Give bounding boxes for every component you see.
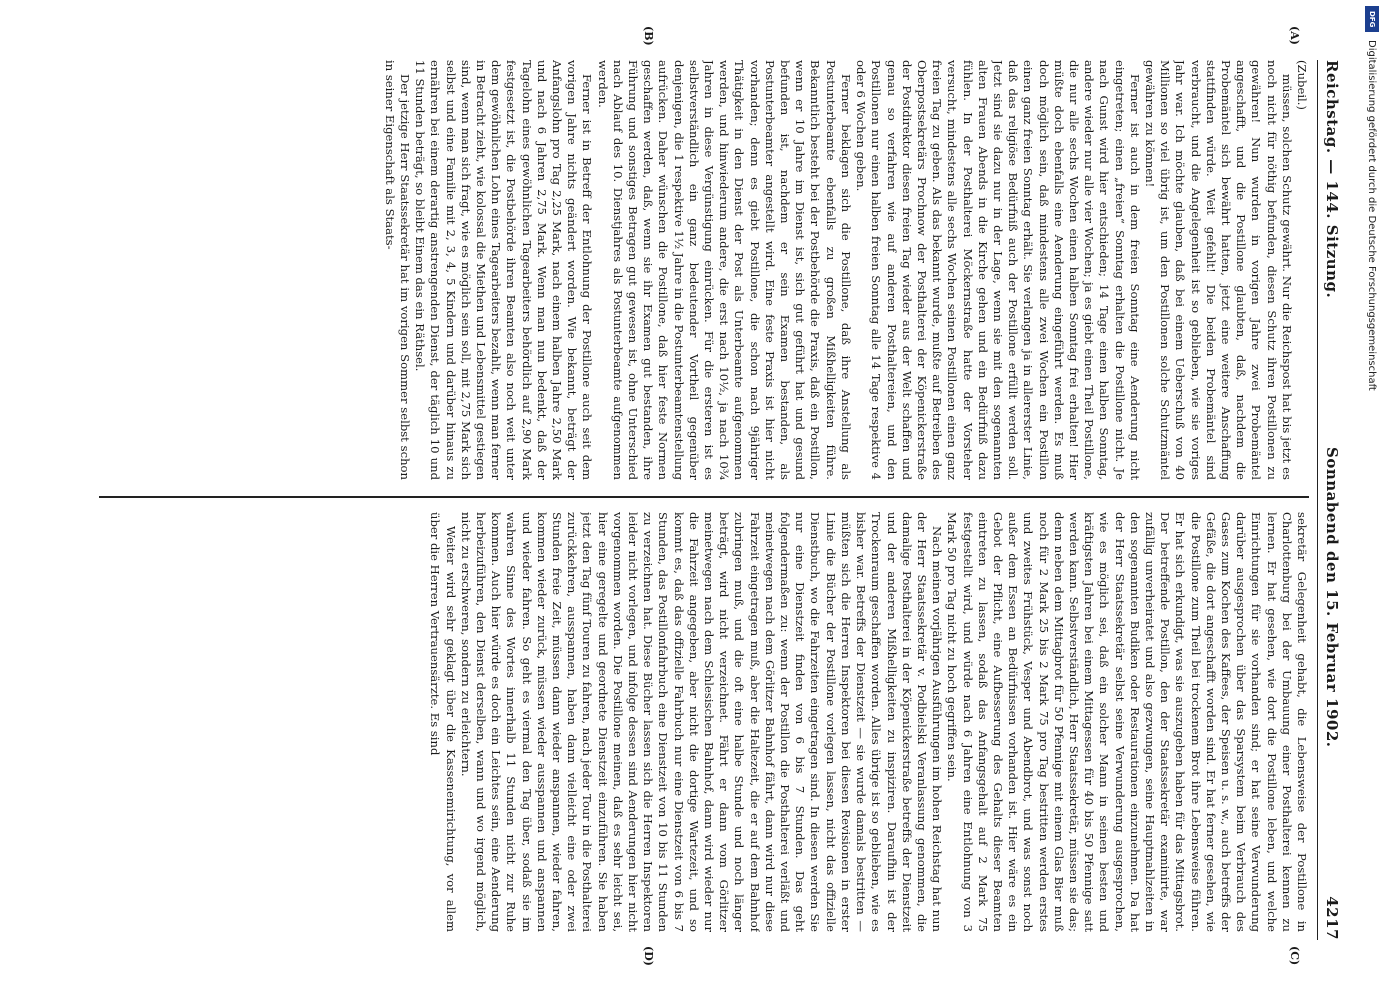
margin-mark-d: (D) (642, 946, 655, 966)
margin-mark-a: (A) (1288, 26, 1301, 45)
left-column (109, 60, 1309, 480)
header-date: Sonnabend den 15. Februar 1902. (1323, 447, 1341, 748)
paragraph: müssen, solchen Schutz gewährt. Nur die Reichspost hat bis jetzt es noch nicht für nöthig befunden, diesen Schutz ihren Postillonen zu gewähren! Nun wurden in vorigen Jahre zwei Probemäntel angeschafft, und die Postillone glaubten, daß, nachdem die Probemäntel sich bewährt hatten, jetzt eine weitere Anschaffung stattfinden würde. Weit gefehlt! Die beiden Probemäntel sind verbraucht, und die Angelegenheit ist so geblieben, wie sie voriges Jahr war. Ich möchte glauben, daß bei einem Ueberschuß von 40 Millionen so viel übrig ist, um den Postillonen solche Schutzmäntel gewähren zu können! (1142, 60, 1294, 480)
paragraph: Ferner ist auch in dem freien Sonntag eine Aenderung nicht eingetreten; einen „freien“ Sonntag erhalten die Postillone nicht. Je nach Gunst wird hier entschieden; 14 Tage einen halben Sonntag, andere wieder nur alle vier Wochen; ja es giebt einen Theil Postillone, die nur alle sechs Wochen einen halben Sonntag frei erhalten! Hier müßte doch ebenfalls eine Aenderung eingeführt werden. Es muß doch möglich sein, daß mindestens alle zwei Wochen ein Postillon einen ganz freien Sonntag erhält. Sie verlangen ja in allererster Linie, daß das religiöse Bedürfniß auch der Postillone erfüllt werden soll. Jetzt sind sie dazu nur in der Lage, wenn sie mit den sogenannten alten Frauen Abends in die Kirche gehen und ein Bedürfniß dazu fühlen. In der Posthalterei Möckernstraße hatte der Vorsteher versucht, mindestens alle sechs Wochen seinen Postillonen einen ganz freien Tag zu geben. Als das bekannt wurde, mußte auf Betreiben des Oberpostsekretärs Prochnow der Posthalterei der Köpenickerstraße der Postdirektor diesen freien Tag wieder aus der Welt schaffen und genau so verfahren wie auf anderen Posthaltereien, und den Postillonen nur einen halben freien Sonntag alle 14 Tage respektive 4 oder 6 Wochen geben. (854, 60, 1142, 480)
margin-mark-c: (C) (1288, 946, 1301, 966)
margin-mark-b: (B) (642, 26, 655, 46)
column-divider (99, 496, 1309, 498)
dfg-logo: DFG (1365, 6, 1379, 32)
page-header (1319, 60, 1345, 940)
paragraph: Nach meinen vorjährigen Ausführungen im hohen Reichstag hat nun der Herr Staatssekretär v. Podbielski Veranlassung genommen, die damalige Posthalterei in der Köpenickerstraße betreffs der Dienstzeit und der anderen Mißhelligkeiten zu inspiziren. Daraufhin ist der Trockenraum geschaffen worden. Alles übrige ist so geblieben, wie es bisher war. Betreffs der Dienstzeit — sie wurde damals bestritten — müßten sich die Herren Inspektoren bei diesen Revisionen in erster Linie die Bücher der Postillone vorlegen lassen, nicht das offizielle Dienstbuch, wo die Fahrzeiten eingetragen sind. In diesen werden Sie nur eine Dienstzeit finden von 6 bis 7 Stunden. Das geht folgendermaßen zu: wenn der Postillon die Posthalterei verläßt und meinetwegen nach dem Görlitzer Bahnhof fährt, dann wird nur diese Fahrzeit eingetragen muß, aber die Haltezeit, die er auf dem Bahnhof zubringen muß, und die oft eine halbe Stunde und noch länger beträgt, wird nicht verzeichnet. Fährt er dann vom Görlitzer meinetwegen nach dem Schlesischen Bahnhof, dann wird wieder nur die Fahrzeit angegeben, aber nicht die dortige Wartezeit, und so kommt es, daß das offizielle Fahrbuch nur eine Dienstzeit von 6 bis 7 Stunden, das Postillonfahrbuch eine Dienstzeit von 10 bis 11 Stunden zu verzeichnen hat. Diese Bücher lassen sich die Herren Inspektoren leider nicht vorlegen, und infolge dessen sind Aenderungen hier nicht vorgenommen worden. Die Postillone meinen, daß es sehr leicht sei, hier eine geregelte und geordnete Dienstzeit einzuführen. Sie haben jetzt den Tag fünf Touren zu fahren, nach jeder Tour in die Posthalterei zurückkehren, ausspannen, haben dann vielleicht eine oder zwei Stunden freie Zeit, müssen dann wieder anspannen, wieder fahren, kommen wieder zurück, müssen wieder ausspannen und anspannen und wieder fahren. So geht es viermal den Tag über, sodaß sie im wahren Sinne des Wortes innerhalb 11 Stunden nicht zur Ruhe kommen. Auch hier würde es doch ein Leichtes sein, eine Aenderung herbeizuführen, den Dienst derselben, wann und wo irgend möglich, nicht zu erschweren, sondern zu erleichtern. (458, 512, 945, 932)
paragraph: (Zubeil.) (1295, 60, 1309, 110)
header-rule (1317, 60, 1318, 940)
paragraph: Ferner ist in Betreff der Entlohnung der Postillone auch seit dem vorigen Jahre nichts geändert worden. Wie bekannt, beträgt der Anfangslohn pro Tag 2,25 Mark, nach einem halben Jahre 2,50 Mark und nach 6 Jahren 2,75 Mark. Wenn man nun bedenkt, daß der Tagelohn eines gewöhnlichen Tagearbeiters behördlich auf 2,90 Mark festgesetzt ist, die Postbehörde ihren Beamten also noch weit unter dem gewöhnlichen Lohn eines Tagearbeiters bezahlt, wenn man ferner in Betracht zieht, wie kolossal die Miethen und Lebensmittel gestiegen sind, wenn man sich fragt, wie es möglich sein soll, mit 2,75 Mark sich selbst und eine Familie mit 2, 3, 4, 5 Kindern und darüber hinaus zu ernähren bei einem derartig anstrengenden Dienst, der täglich 10 und 11 Stunden beträgt, so bleibt Einem das ein Räthsel. (413, 60, 595, 480)
right-column (109, 512, 1309, 932)
paragraph: Weiter wird sehr geklagt über die Kassenemirichtung, vor allem über die Herren Vertrauensärzte. Es sind (428, 512, 458, 932)
page-number: 4217 (1323, 896, 1341, 940)
page-body (105, 26, 1345, 966)
header-left: Reichstag. — 144. Sitzung. (1323, 60, 1341, 299)
digitization-credit: Digitalisierung gefördert durch die Deutsche Forschungsgemeinschaft (1366, 40, 1377, 391)
paragraph: sekretär Gelegenheit gehabt, die Lebensweise der Postillone in Charlottenburg bei der Umbauung einer Posthalterei kennen zu lernen. Er hat gesehen, wie dort die Postillone leben, und welche Einrichtungen für sie vorhanden sind; er hat seine Verwunderung darüber ausgesprochen über das Sparsystem beim Verbrauch des Gases zum Kochen des Kaffees, der Speisen u. s. w., auch betreffs der Gefäße, die dort angeschafft worden sind. Er hat ferner gesehen, wie die Postillone zum Theil bei trockenem Brot ihre Lebensweise führen. Er hat sich erkundigt, was sie auszugeben haben für das Mittagsbrot. Der betreffende Postillon, den der Staatssekretär examinirte, war zufällig unverheiratet und also gezwungen, seine Hauptmahlzeiten in den sogenannten Budiken oder Restaurationen einzunehmen. Da hat der Herr Staatssekretär selbst seine Verwunderung ausgesprochen, wie es möglich sei, daß ein solcher Mann in seinen besten und kräftigsten Jahren bei einem Mittagessen für 40 bis 50 Pfennige satt werden kann. Selbstverständlich, Herr Staatssekretär, müssen sie das; denn neben dem Mittagbrot für 50 Pfennige mit einem Glas Bier muß noch für 2 Mark 25 bis 2 Mark 75 pro Tag bestritten werden erstes und zweites Frühstück, Vesper und Abendbrot, und was sonst noch außer dem Essen an Bedürfnissen vorhanden ist. Hier wäre es ein Gebot der Pflicht, eine Aufbesserung des Gehalts dieser Beamten eintreten zu lassen, sodaß das Anfangsgehalt auf 2 Mark 75 festgestellt wird, und würde nach 6 Jahren eine Entlohnung von 3 Mark 50 pro Tag nicht zu hoch gegriffen sein. (945, 512, 1309, 932)
paragraph: Ferner beklagen sich die Postillone, daß ihre Anstellung als Postunterbeamte ebenfalls zu großen Mißhelligkeiten führe. Bekanntlich besteht bei der Postbehörde die Praxis, daß ein Postillon, wenn er 10 Jahre im Dienst ist, sich gut geführt hat und gesund befunden ist, nachdem er sein Examen bestanden, als Postunterbeamter angestellt wird. Eine feste Praxis ist hier nicht vorhanden; denn es giebt Postillone, die schon nach 9jähriger Thätigkeit in den Dienst der Post als Unterbeamte aufgenommen werden, und hinwiederum andere, die erst nach 10½, ja nach 10¾ Jahren in diese Vergünstigung einrücken. Für die ersteren ist es selbstverständlich ein ganz bedeutender Vortheil gegenüber denjenigen, die 1 respektive 1½ Jahre in die Postunterbeamtenstellung aufrücken. Daher wünschen die Postillone, daß hier feste Normen geschaffen werden, daß, wenn sie ihr Examen gut bestanden, ihre Führung und sonstiges Betragen gut gewesen ist, ohne Unterschied nach Ablauf des 10. Dienstjahres als Postunterbeamte aufgenommen werden. (595, 60, 853, 480)
paragraph: Der jetzige Herr Staatssekretär hat im vorigen Sommer selbst schon in seiner Eigenschaft als Staats- (382, 60, 413, 480)
